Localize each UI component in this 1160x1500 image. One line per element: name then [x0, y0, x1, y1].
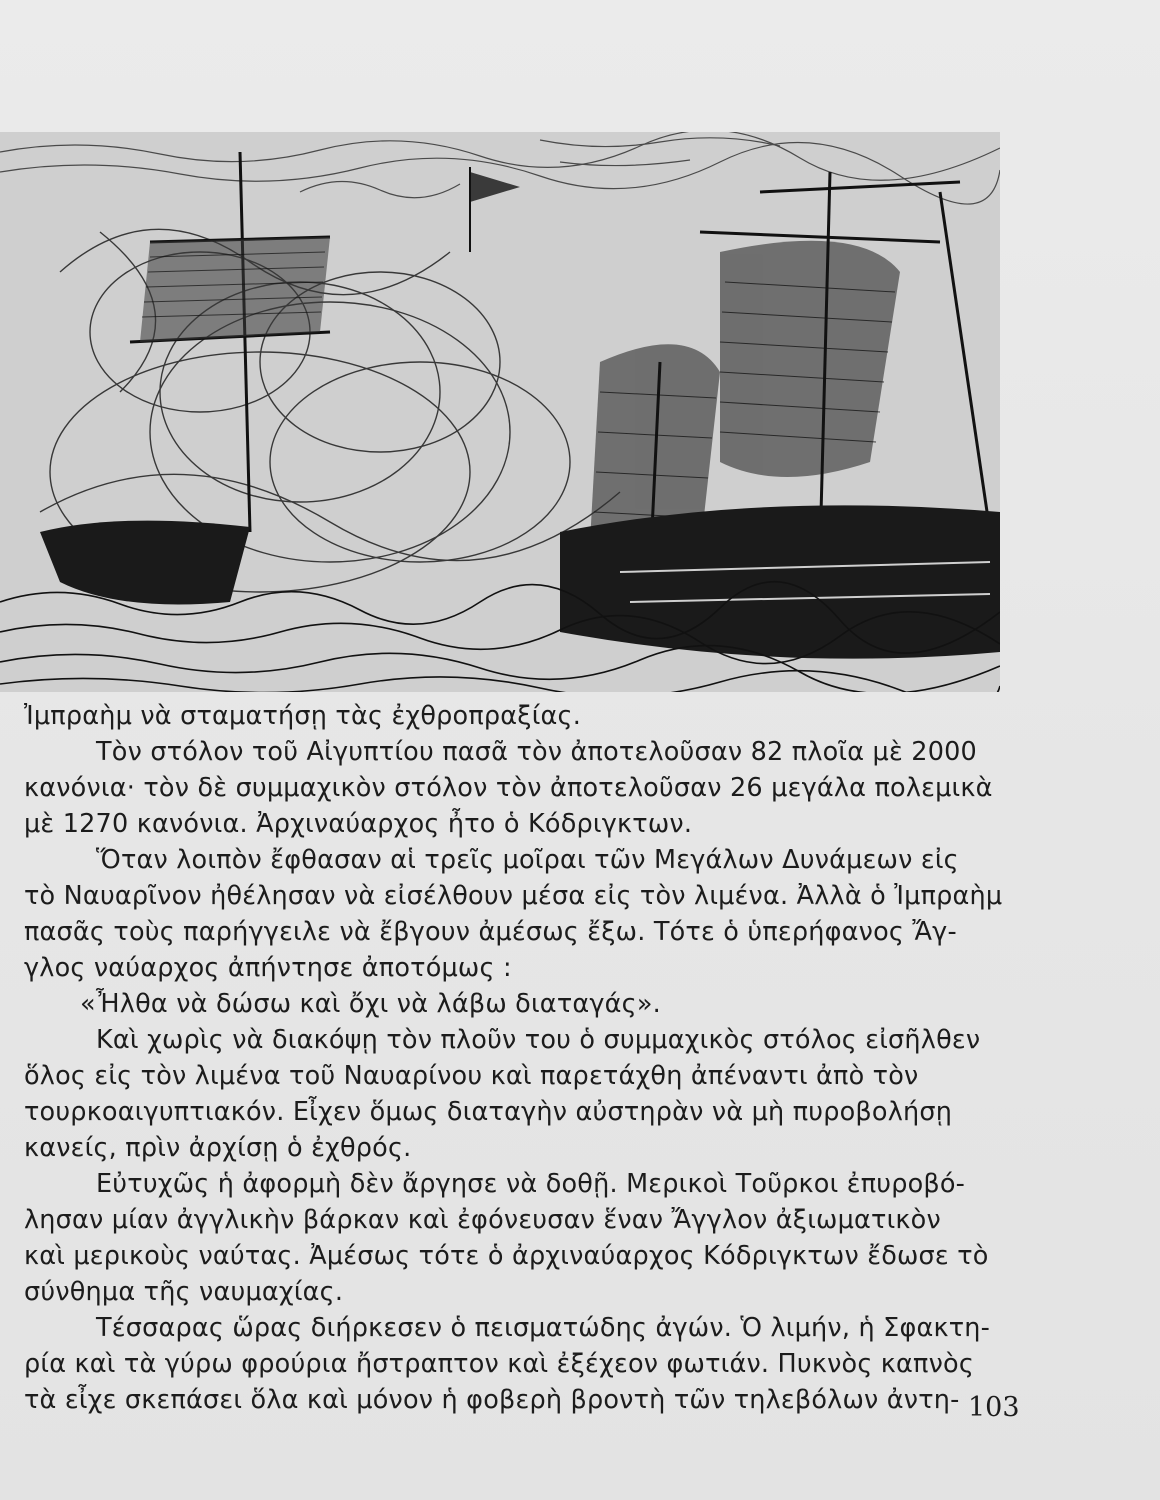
text-line: Εὐτυχῶς ἡ ἀφορμὴ δὲν ἄργησε νὰ δοθῇ. Μερικοὶ Τοῦρκοι ἐπυροβό- — [96, 1169, 966, 1199]
text-line: Ἰμπραὴμ νὰ σταματήσῃ τὰς ἐχθροπραξίας. — [24, 701, 582, 731]
text-line: Τὸν στόλον τοῦ Αἰγυπτίου πασᾶ τὸν ἀποτελοῦσαν 82 πλοῖα μὲ 2000 — [96, 737, 977, 767]
text-line: κανόνια· τὸν δὲ συμμαχικὸν στόλον τὸν ἀποτελοῦσαν 26 μεγάλα πολεμικὰ — [24, 773, 993, 803]
text-line: Τέσσαρας ὥρας διήρκεσεν ὁ πεισματώδης ἀγών. Ὁ λιμήν, ἡ Σφακτη- — [96, 1313, 991, 1343]
text-line: «Ἦλθα νὰ δώσω καὶ ὄχι νὰ λάβω διαταγάς». — [80, 989, 661, 1019]
text-line: πασᾶς τοὺς παρήγγειλε νὰ ἔβγουν ἀμέσως ἔξω. Τότε ὁ ὑπερήφανος Ἄγ- — [24, 917, 957, 947]
text-line: γλος ναύαρχος ἀπήντησε ἀποτόμως : — [24, 953, 512, 983]
text-line: τὸ Ναυαρῖνον ἠθέλησαν νὰ εἰσέλθουν μέσα εἰς τὸν λιμένα. Ἀλλὰ ὁ Ἰμπραὴμ — [24, 881, 1003, 911]
text-line: μὲ 1270 κανόνια. Ἀρχιναύαρχος ἦτο ὁ Κόδριγκτων. — [24, 809, 693, 839]
page-number: 103 — [968, 1392, 1020, 1423]
body-text — [24, 698, 1024, 1418]
text-line: καὶ μερικοὺς ναύτας. Ἀμέσως τότε ὁ ἀρχιναύαρχος Κόδριγκτων ἔδωσε τὸ — [24, 1241, 989, 1271]
text-line: Ὅταν λοιπὸν ἔφθασαν αἱ τρεῖς μοῖραι τῶν Μεγάλων Δυνάμεων εἰς — [96, 845, 959, 875]
naval-battle-engraving-icon — [0, 132, 1000, 692]
text-line: σύνθημα τῆς ναυμαχίας. — [24, 1277, 344, 1307]
text-line: Καὶ χωρὶς νὰ διακόψῃ τὸν πλοῦν του ὁ συμμαχικὸς στόλος εἰσῆλθεν — [96, 1025, 981, 1055]
naval-battle-illustration — [0, 132, 1000, 692]
text-line: τὰ εἶχε σκεπάσει ὅλα καὶ μόνον ἡ φοβερὴ βροντὴ τῶν τηλεβόλων ἀντη- — [24, 1385, 960, 1415]
text-line: ὅλος εἰς τὸν λιμένα τοῦ Ναυαρίνου καὶ παρετάχθη ἀπέναντι ἀπὸ τὸν — [24, 1061, 919, 1091]
text-line: ρία καὶ τὰ γύρω φρούρια ἤστραπτον καὶ ἐξέχεον φωτιάν. Πυκνὸς καπνὸς — [24, 1349, 975, 1379]
text-line: λησαν μίαν ἀγγλικὴν βάρκαν καὶ ἐφόνευσαν ἕναν Ἄγγλον ἀξιωματικὸν — [24, 1205, 941, 1235]
text-line: κανείς, πρὶν ἀρχίσῃ ὁ ἐχθρός. — [24, 1133, 412, 1163]
text-line: τουρκοαιγυπτιακόν. Εἶχεν ὅμως διαταγὴν αὐστηρὰν νὰ μὴ πυροβολήσῃ — [24, 1097, 953, 1127]
